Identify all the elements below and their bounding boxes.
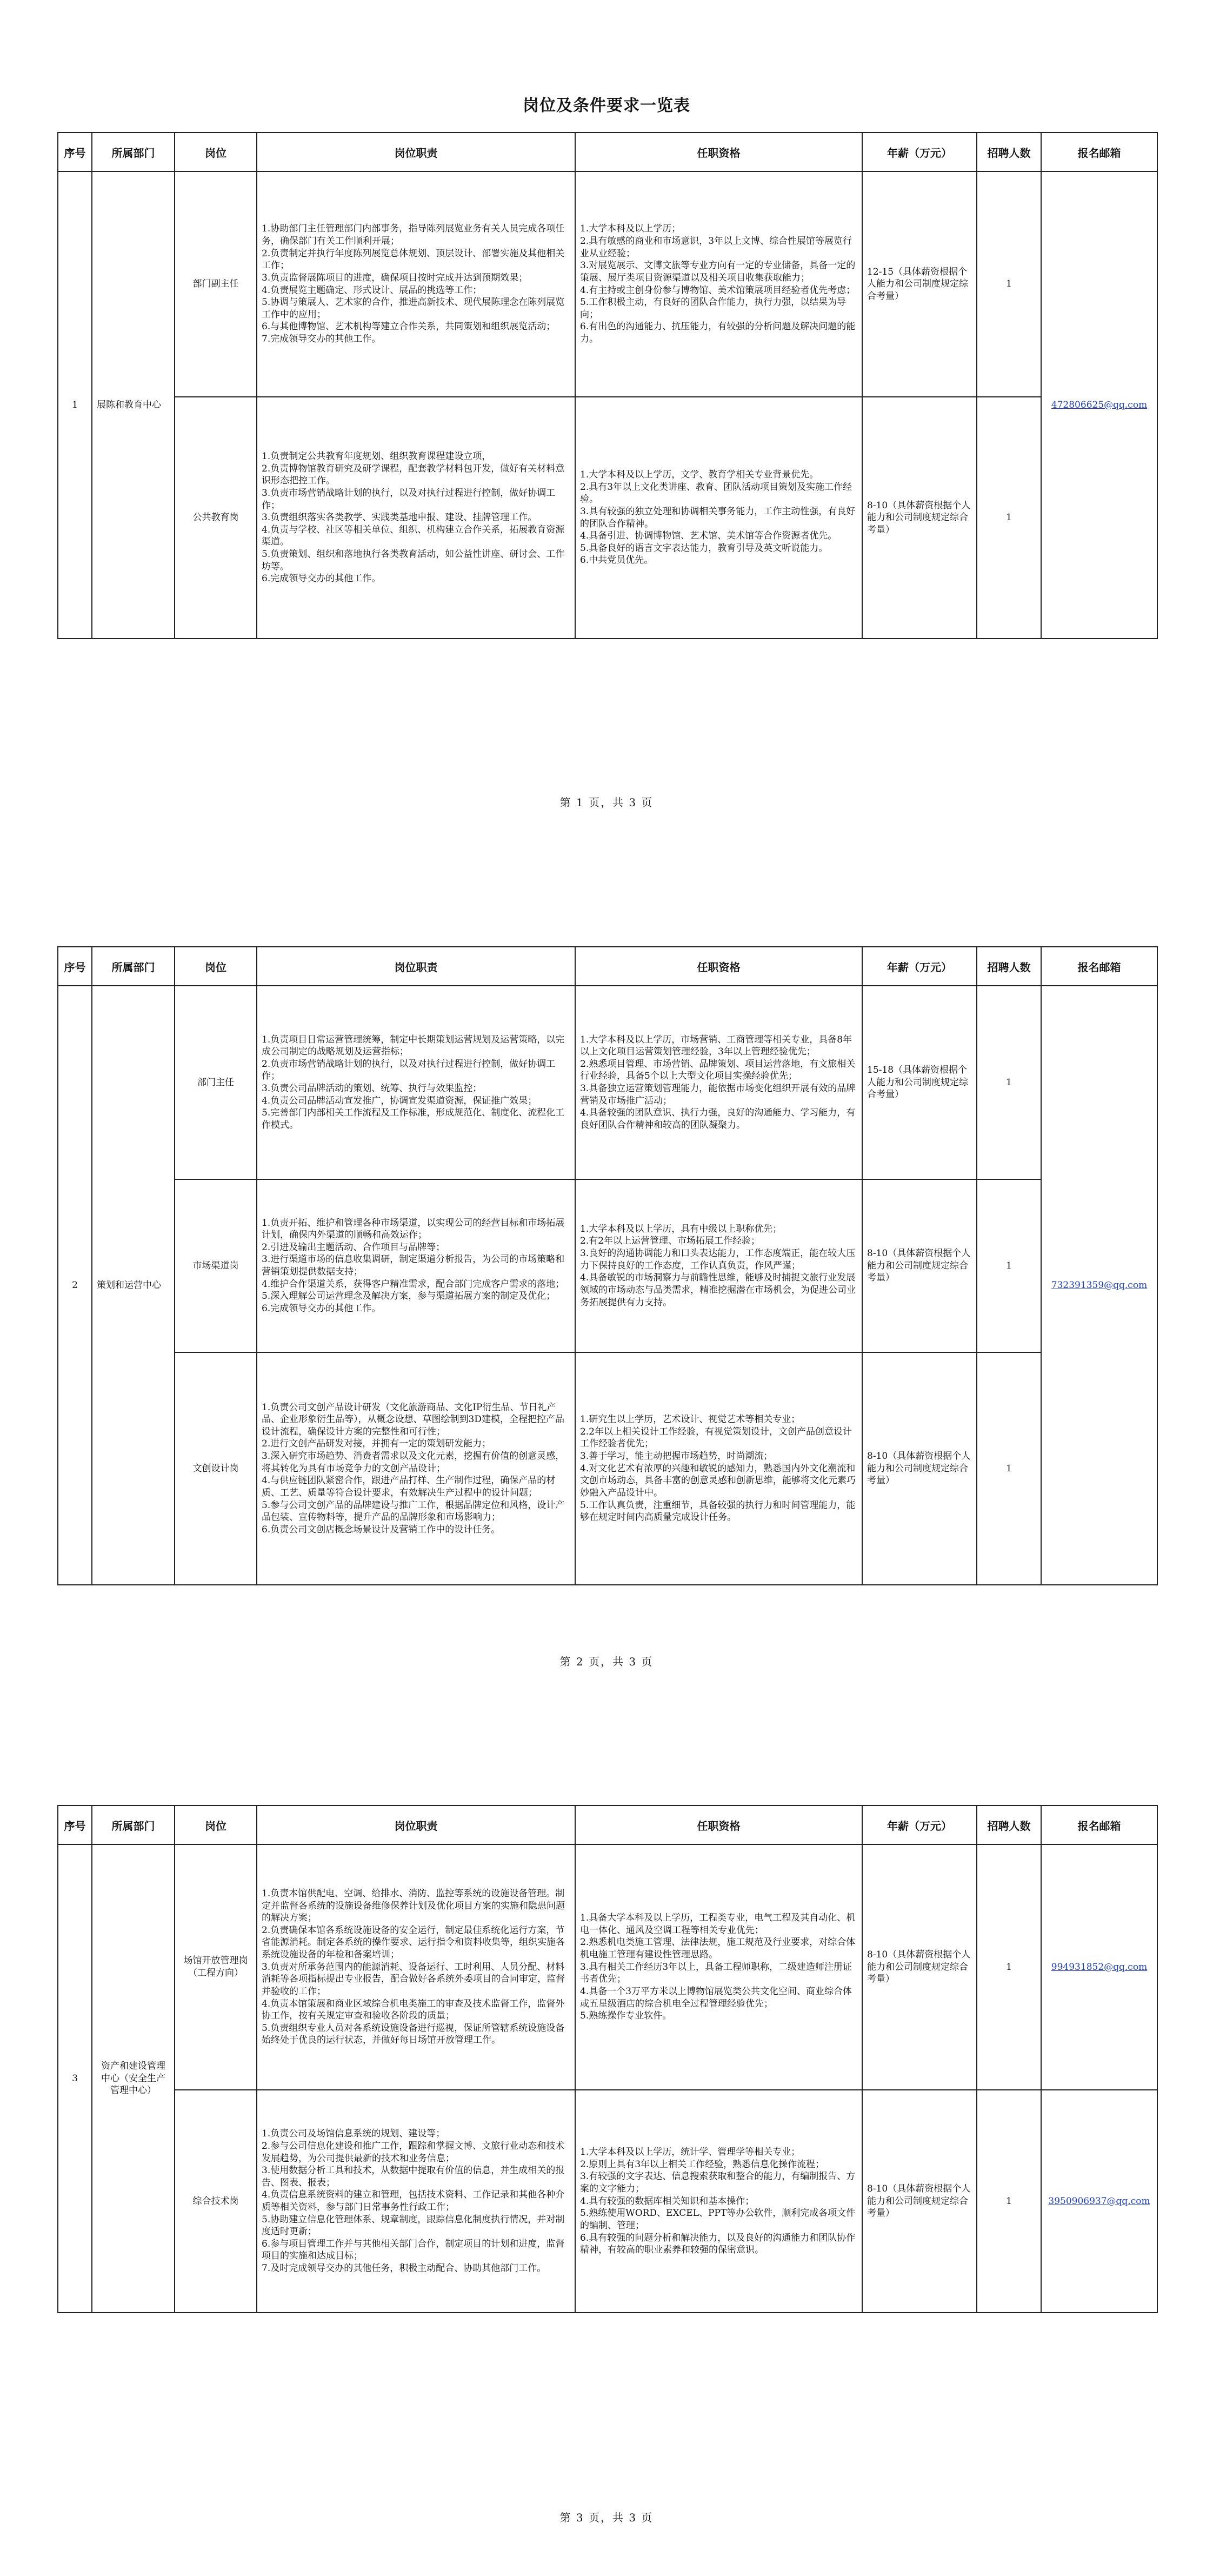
list-item: 7.及时完成领导交办的其他任务，积极主动配合、协助其他部门工作。	[262, 2263, 546, 2274]
header-duties: 岗位职责	[257, 132, 575, 171]
position-name: 部门副主任	[175, 171, 257, 397]
table-row	[58, 1844, 1157, 2090]
count-cell: 1	[977, 1179, 1041, 1352]
header-salary: 年薪（万元）	[862, 947, 977, 986]
list-item: 3.负责组织落实各类教学、实践类基地申报、建设、挂牌管理工作。	[262, 512, 537, 523]
table-row	[58, 2090, 1157, 2313]
dept-name: 展陈和教育中心	[92, 171, 175, 639]
qualifications-cell	[575, 1179, 862, 1352]
salary-cell: 8-10（具体薪资根据个人能力和公司制度规定综合考量）	[862, 1352, 977, 1585]
list-item: 3.对展览展示、文博文旅等专业方向有一定的专业储备，具备一定的策展、展厅类项目资源渠道以及相关项目收集获取能力；	[580, 260, 856, 283]
email-link[interactable]: 732391359@qq.com	[1041, 986, 1157, 1585]
header-index: 序号	[58, 1805, 92, 1844]
list-item: 6.具有较强的问题分析和解决能力，以及良好的沟通能力和团队协作精神，有较高的职业素养和较强的保密意识。	[580, 2232, 856, 2256]
duties-cell	[257, 397, 575, 639]
duties-list	[262, 1402, 570, 1536]
list-item: 2.具有3年以上文化类讲座、教育、团队活动项目策划及实施工作经验。	[580, 481, 852, 505]
list-item: 5.协助建立信息化管理体系、规章制度，跟踪信息化制度执行情况，并对制度适时更新；	[262, 2214, 565, 2238]
header-salary: 年薪（万元）	[862, 132, 977, 171]
list-item: 2.熟悉机电类施工管理、法律法规，施工规范及行业要求，对综合体机电施工管理有建设性管理思路。	[580, 1937, 856, 1961]
header-qualifications: 任职资格	[575, 947, 862, 986]
list-item: 5.熟练操作专业软件。	[580, 2010, 672, 2022]
list-item: 2.参与公司信息化建设和推广工作，跟踪和掌握文博、文旅行业动态和技术发展趋势，为公司提供最新的技术和业务信息；	[262, 2140, 565, 2164]
list-item: 2.具有敏感的商业和市场意识，3年以上文博、综合性展馆等展览行业从业经验；	[580, 236, 852, 259]
list-item: 3.良好的沟通协调能力和口头表达能力，工作态度端正，能在较大压力下保持良好的工作态度，工作认真负责，作风严谨；	[580, 1248, 856, 1271]
list-item: 5.负责策划、组织和落地执行各类教育活动，如公益性讲座、研讨会、工作坊等。	[262, 549, 565, 572]
list-item: 5.工作积极主动，有良好的团队合作能力，执行力强，以结果为导向；	[580, 297, 847, 320]
list-item: 4.具有较强的数据库相关知识和基本操作；	[580, 2195, 755, 2207]
list-item: 6.中共党员优先。	[580, 555, 654, 566]
header-count: 招聘人数	[977, 947, 1041, 986]
list-item: 6.负责公司文创店概念场景设计及营销工作中的设计任务。	[262, 1524, 501, 1535]
table-row	[58, 397, 1157, 639]
list-item: 4.负责公司品牌活动宣发推广，协调宣发渠道资源，保证推广效果；	[262, 1095, 537, 1106]
list-item: 3.负责公司品牌活动的策划、统筹、执行与效果监控；	[262, 1083, 482, 1094]
duties-list	[262, 2128, 570, 2274]
list-item: 5.工作认真负责，注重细节，具备较强的执行力和时间管理能力，能够在规定时间内高质量完成设计任务。	[580, 1499, 856, 1523]
qualifications-list	[580, 1912, 857, 2022]
list-item: 1.负责公司及场馆信息系统的规划、建设等；	[262, 2128, 445, 2140]
list-item: 3.有较强的文字表达、信息搜索获取和整合的能力，有编制报告、方案的文字能力；	[580, 2171, 856, 2195]
count-cell: 1	[977, 397, 1041, 639]
page-footer: 第 2 页，共 3 页	[559, 1655, 654, 1668]
count-cell: 1	[977, 171, 1041, 397]
position-name: 文创设计岗	[175, 1352, 257, 1585]
qualifications-list	[580, 469, 857, 567]
page-footer: 第 3 页，共 3 页	[559, 2511, 654, 2524]
list-item: 4.负责本馆策展和商业区域综合机电类施工的审查及技术监督工作，监督外协工作，按有关规定审查和验收各阶段的质量；	[262, 1998, 565, 2022]
list-item: 4.维护合作渠道关系，获得客户精准需求，配合部门完成客户需求的落地；	[262, 1278, 565, 1290]
list-item: 5.深入理解公司运营理念及解决方案，参与渠道拓展方案的制定及优化；	[262, 1291, 556, 1302]
list-item: 5.熟练使用WORD、EXCEL、PPT等办公软件，顺利完成各项文件的编制、管理；	[580, 2208, 856, 2231]
header-qualifications: 任职资格	[575, 132, 862, 171]
list-item: 1.协助部门主任管理部门内部事务，指导陈列展览业务有关人员完成各项任务，确保部门有关工作顺利开展；	[262, 223, 565, 247]
list-item: 1.大学本科及以上学历，具有中级以上职称优先；	[580, 1223, 782, 1234]
header-salary: 年薪（万元）	[862, 1805, 977, 1844]
qualifications-cell	[575, 171, 862, 397]
list-item: 1.负责本馆供配电、空调、给排水、消防、监控等系统的设施设备管理。制定并监督各系统的设施设备维修保养计划及优化项目方案的实施和隐患问题的解决方案；	[262, 1888, 565, 1924]
position-name: 市场渠道岗	[175, 1179, 257, 1352]
list-item: 1.负责制定公共教育年度规划、组织教育课程建设立项，	[262, 451, 491, 462]
qualifications-cell	[575, 1352, 862, 1585]
position-name: 场馆开放管理岗（工程方向）	[175, 1844, 257, 2090]
salary-cell: 8-10（具体薪资根据个人能力和公司制度规定综合考量）	[862, 1179, 977, 1352]
list-item: 3.负责市场营销战略计划的执行，以及对执行过程进行控制，做好协调工作；	[262, 487, 556, 511]
list-item: 5.参与公司文创产品的品牌建设与推广工作，根据品牌定位和风格，设计产品包装、宣传物料等，提升产品的品牌形象和市场影响力；	[262, 1499, 565, 1523]
salary-cell: 12-15（具体薪资根据个人能力和公司制度规定综合考量）	[862, 171, 977, 397]
dept-index: 1	[58, 171, 92, 639]
header-email: 报名邮箱	[1041, 132, 1157, 171]
list-item: 2.进行文创产品研发对接，并拥有一定的策划研发能力；	[262, 1438, 491, 1450]
qualifications-list	[580, 223, 857, 345]
qualifications-list	[580, 2146, 857, 2256]
list-item: 3.进行渠道市场的信息收集调研，制定渠道分析报告，为公司的市场策略和营销策划提供数据支持；	[262, 1254, 565, 1277]
duties-list	[262, 1888, 570, 2047]
header-count: 招聘人数	[977, 132, 1041, 171]
list-item: 2.负责市场营销战略计划的执行，以及对执行过程进行控制，做好协调工作；	[262, 1058, 556, 1082]
header-row	[58, 132, 1157, 171]
header-row	[58, 1805, 1157, 1844]
header-duties: 岗位职责	[257, 1805, 575, 1844]
list-item: 3.具有相关工作经历3年以上，具备工程师职称，二级建造师注册证书者优先；	[580, 1961, 852, 1985]
header-email: 报名邮箱	[1041, 1805, 1157, 1844]
list-item: 3.使用数据分析工具和技术，从数据中提取有价值的信息，并生成相关的报告、图表、报表；	[262, 2165, 565, 2188]
email-link[interactable]: 994931852@qq.com	[1041, 1844, 1157, 2090]
list-item: 3.负责监督展陈项目的进度，确保项目按时完成并达到预期效果；	[262, 272, 528, 283]
list-item: 2.原则上具有3年以上相关工作经验，熟悉信息化操作流程；	[580, 2159, 825, 2170]
header-email: 报名邮箱	[1041, 947, 1157, 986]
duties-cell	[257, 986, 575, 1179]
list-item: 4.具备敏锐的市场洞察力与前瞻性思维，能够及时捕捉文旅行业发展领域的市场动态与品类需求，精准挖掘潜在市场机会，为促进公司业务拓展提供有力支持。	[580, 1272, 856, 1308]
header-index: 序号	[58, 947, 92, 986]
salary-cell: 8-10（具体薪资根据个人能力和公司制度规定综合考量）	[862, 397, 977, 639]
position-name: 部门主任	[175, 986, 257, 1179]
list-item: 4.具备较强的团队意识、执行力强，良好的沟通能力、学习能力，有良好团队合作精神和较高的团队凝聚力。	[580, 1107, 856, 1131]
duties-cell	[257, 171, 575, 397]
list-item: 6.参与项目管理工作并与其他相关部门合作，制定项目的计划和进度，监督项目的实施和达成目标；	[262, 2238, 565, 2262]
list-item: 1.大学本科及以上学历，市场营销、工商管理等相关专业，具备8年以上文化项目运营策划管理经验，3年以上管理经验优先；	[580, 1034, 852, 1058]
position-name: 综合技术岗	[175, 2090, 257, 2313]
duties-list	[262, 450, 570, 585]
list-item: 3.具有较强的独立处理和协调相关事务能力，工作主动性强，有良好的团队合作精神。	[580, 506, 856, 529]
count-cell: 1	[977, 2090, 1041, 2313]
job-table-page-1	[57, 132, 1158, 639]
salary-cell: 8-10（具体薪资根据个人能力和公司制度规定综合考量）	[862, 1844, 977, 2090]
count-cell: 1	[977, 986, 1041, 1179]
page-title: 岗位及条件要求一览表	[523, 96, 690, 115]
header-index: 序号	[58, 132, 92, 171]
list-item: 6.有出色的沟通能力、抗压能力，有较强的分析问题及解决问题的能力。	[580, 321, 856, 344]
dept-index: 3	[58, 1844, 92, 2313]
header-department: 所属部门	[92, 947, 175, 986]
list-item: 4.具备引进、协调博物馆、艺术馆、美术馆等合作资源者优先。	[580, 530, 837, 542]
duties-list	[262, 223, 570, 345]
header-department: 所属部门	[92, 132, 175, 171]
table-row	[58, 1179, 1157, 1352]
list-item: 3.负责对所承务范围内的能源消耗、设备运行、工时利用、人员分配、材料消耗等各项指标提出专业报告，配合做好各系统外委项目的合同审定，监督并验收的工作；	[262, 1961, 565, 1997]
list-item: 4.与供应链团队紧密合作，跟进产品打样、生产制作过程，确保产品的材质、工艺、质量等符合设计要求，有效解决生产过程中的设计问题；	[262, 1475, 556, 1498]
duties-cell	[257, 1179, 575, 1352]
list-item: 2.有2年以上运营管理、市场拓展工作经验；	[580, 1236, 761, 1247]
dept-name: 资产和建设管理中心（安全生产管理中心）	[92, 1844, 175, 2313]
duties-list	[262, 1217, 570, 1315]
dept-name: 策划和运营中心	[92, 986, 175, 1585]
table-row	[58, 171, 1157, 397]
list-item: 3.深入研究市场趋势、消费者需求以及文化元素，挖掘有价值的创意灵感，将其转化为具有市场竞争力的文创产品设计；	[262, 1451, 565, 1474]
list-item: 1.大学本科及以上学历，统计学、管理学等相关专业；	[580, 2147, 801, 2158]
qualifications-cell	[575, 397, 862, 639]
email-link[interactable]: 472806625@qq.com	[1041, 171, 1157, 639]
list-item: 1.负责项目日常运营管理统筹，制定中长期策划运营规划及运营策略，以完成公司制定的战略规划及运营指标；	[262, 1034, 565, 1058]
list-item: 4.对文化艺术有浓厚的兴趣和敏锐的感知力，熟悉国内外文化潮流和文创市场动态，具备丰富的创意灵感和创新思维，能够将文化元素巧妙融入产品设计中。	[580, 1463, 856, 1498]
salary-cell: 8-10（具体薪资根据个人能力和公司制度规定综合考量）	[862, 2090, 977, 2313]
header-count: 招聘人数	[977, 1805, 1041, 1844]
list-item: 6.完成领导交办的其他工作。	[262, 1303, 381, 1314]
dept-index: 2	[58, 986, 92, 1585]
duties-cell	[257, 1352, 575, 1585]
qualifications-list	[580, 1413, 857, 1523]
list-item: 2.2年以上相关设计工作经验，有视觉策划设计，文创产品创意设计工作经验者优先；	[580, 1426, 852, 1450]
list-item: 4.具备一个3万平方米以上博物馆展览类公共文化空间、商业综合体或五星级酒店的综合机电全过程管理经验优先；	[580, 1986, 852, 2009]
count-cell: 1	[977, 1844, 1041, 2090]
list-item: 4.负责信息系统资料的建立和管理，包括技术资料、工作记录和其他各种介质等相关资料，参与部门日常事务性行政工作；	[262, 2189, 565, 2213]
list-item: 1.负责公司文创产品设计研发（文化旅游商品、文化IP衍生品、节日礼产品、企业形象衍生品等），从概念设想、草图绘制到3D建模，全程把控产品设计流程，确保设计方案的完整性和可行性；	[262, 1402, 564, 1437]
duties-list	[262, 1034, 570, 1132]
table-row	[58, 1352, 1157, 1585]
list-item: 4.负责与学校、社区等相关单位、组织、机构建立合作关系，拓展教育资源渠道。	[262, 524, 565, 548]
list-item: 2.引进及输出主题活动、合作项目与品牌等；	[262, 1241, 445, 1253]
list-item: 1.大学本科及以上学历；	[580, 223, 681, 235]
list-item: 4.负责展览主题确定、形式设计、展品的挑选等工作；	[262, 284, 482, 296]
list-item: 2.负责制定并执行年度陈列展览总体规划、顶层设计、部署实施及其他相关工作；	[262, 248, 565, 271]
list-item: 1.大学本科及以上学历，文学、教育学相关专业背景优先。	[580, 469, 819, 481]
list-item: 5.协调与策展人、艺术家的合作，推进高新技术、现代展陈理念在陈列展览工作中的应用；	[262, 297, 565, 320]
job-table-page-3	[57, 1805, 1158, 2313]
job-table-page-2	[57, 946, 1158, 1585]
list-item: 5.完善部门内部相关工作流程及工作标准，形成规范化、制度化、流程化工作模式。	[262, 1107, 565, 1131]
list-item: 7.完成领导交办的其他工作。	[262, 333, 381, 344]
list-item: 2.负责确保本馆各系统设施设备的安全运行，制定最佳系统化运行方案，节省能源消耗。制定各系统的操作要求、运行指令和资料收集等，组织实施各系统设施设备的年检和备案培训；	[262, 1924, 565, 1961]
position-name: 公共教育岗	[175, 397, 257, 639]
qualifications-cell	[575, 1844, 862, 2090]
salary-cell: 15-18（具体薪资根据个人能力和公司制度规定综合考量）	[862, 986, 977, 1179]
header-duties: 岗位职责	[257, 947, 575, 986]
table-row	[58, 986, 1157, 1179]
header-department: 所属部门	[92, 1805, 175, 1844]
list-item: 2.负责博物馆教育研究及研学课程，配套教学材料包开发，做好有关材料意识形态把控工作。	[262, 463, 565, 487]
header-position: 岗位	[175, 947, 257, 986]
list-item: 1.具备大学本科及以上学历，工程类专业，电气工程及其自动化、机电一体化、通风及空调工程等相关专业优先；	[580, 1913, 856, 1936]
email-link[interactable]: 3950906937@qq.com	[1041, 2090, 1157, 2313]
list-item: 1.负责开拓、维护和管理各种市场渠道，以实现公司的经营目标和市场拓展计划，确保内外渠道的顺畅和高效运作；	[262, 1217, 565, 1241]
page-footer: 第 1 页，共 3 页	[559, 796, 654, 809]
qualifications-list	[580, 1223, 857, 1309]
header-position: 岗位	[175, 132, 257, 171]
list-item: 1.研究生以上学历，艺术设计、视觉艺术等相关专业；	[580, 1414, 801, 1425]
list-item: 4.有主持或主创身份参与博物馆、美术馆策展项目经验者优先考虑；	[580, 284, 856, 296]
qualifications-cell	[575, 986, 862, 1179]
list-item: 5.具备良好的语言文字表达能力，教育引导及英文听说能力。	[580, 542, 828, 554]
list-item: 3.具备独立运营策划管理能力，能依据市场变化组织开展有效的品牌营销及市场推广活动；	[580, 1083, 856, 1106]
qualifications-cell	[575, 2090, 862, 2313]
header-row	[58, 947, 1157, 986]
count-cell: 1	[977, 1352, 1041, 1585]
list-item: 6.完成领导交办的其他工作。	[262, 573, 381, 585]
duties-cell	[257, 2090, 575, 2313]
header-qualifications: 任职资格	[575, 1805, 862, 1844]
list-item: 3.善于学习，能主动把握市场趋势，时尚潮流；	[580, 1451, 773, 1462]
header-position: 岗位	[175, 1805, 257, 1844]
list-item: 5.负责组织专业人员对各系统设施设备进行巡视，保证所管辖系统设施设备始终处于优良的运行状态，并做好每日场馆开放管理工作。	[262, 2022, 565, 2046]
list-item: 2.熟悉项目管理、市场营销、品牌策划、项目运营落地，有文旅相关行业经验，具备5个以上大型文化项目实操经验优先；	[580, 1058, 856, 1082]
duties-cell	[257, 1844, 575, 2090]
qualifications-list	[580, 1034, 857, 1132]
list-item: 6.与其他博物馆、艺术机构等建立合作关系，共同策划和组织展览活动；	[262, 321, 556, 333]
